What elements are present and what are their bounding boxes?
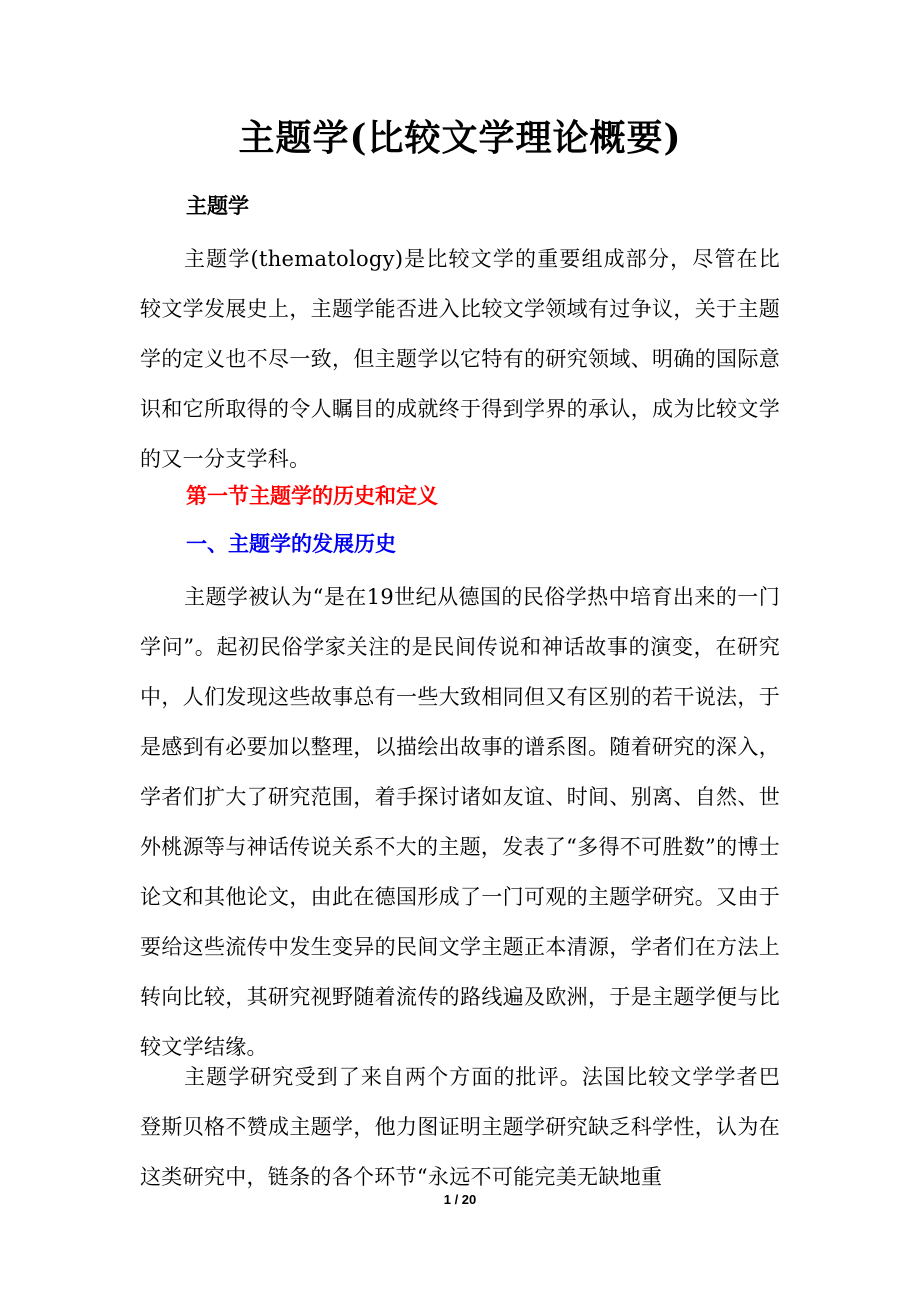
history-paragraph: 主题学被认为“是在19世纪从德国的民俗学热中培育出来的一门学问”。起初民俗学家关注的是民间传说和神话故事的演变，在研究中，人们发现这些故事总有一些大致相同但又有区别的若干说法，于是感到有必要加以整理，以描绘出故事的谱系图。随着研究的深入，学者们扩大了研究范围，着手探讨诸如友谊、时间、别离、自然、世外桃源等与神话传说关系不大的主题，发表了“多得不可胜数”的博士论文和其他论文，由此在德国形成了一门可观的主题学研究。又由于要给这些流传中发生变异的民间文学主题正本清源，学者们在方法上转向比较，其研究视野随着流传的路线遍及欧洲，于是主题学便与比较文学结缘。 bbox=[140, 585, 780, 1059]
document-title: 主题学(比较文学理论概要) bbox=[238, 117, 682, 159]
intro-paragraph: 主题学(thematology)是比较文学的重要组成部分，尽管在比较文学发展史上，主题学能否进入比较文学领域有过争议，关于主题学的定义也不尽一致，但主题学以它特有的研究领域、明确的国际意识和它所取得的令人瞩目的成就终于得到学界的承认，成为比较文学的又一分支学科。 bbox=[140, 247, 780, 471]
page-number: 1 / 20 bbox=[443, 1192, 477, 1207]
criticism-paragraph: 主题学研究受到了来自两个方面的批评。法国比较文学学者巴登斯贝格不赞成主题学，他力图证明主题学研究缺乏科学性，认为在这类研究中，链条的各个环节“永远不可能完美无缺地重 bbox=[140, 1065, 780, 1189]
section-heading: 主题学 bbox=[186, 193, 249, 218]
sub-heading: 一、主题学的发展历史 bbox=[186, 531, 396, 556]
chapter-heading: 第一节主题学的历史和定义 bbox=[186, 483, 438, 508]
